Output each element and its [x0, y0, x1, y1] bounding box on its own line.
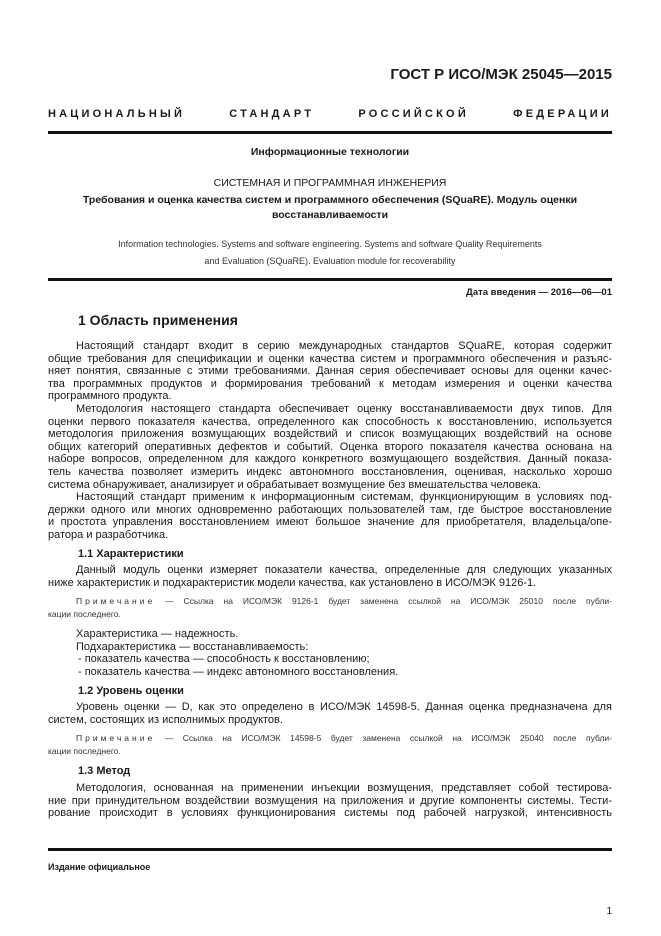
- list-item: Подхарактеристика — восстанавливаемость:: [76, 640, 309, 653]
- list-item: - показатель качества — способность к восстановлению;: [78, 653, 370, 666]
- list: [48, 628, 612, 678]
- note-line: кации последнего.: [48, 608, 121, 619]
- text-line: общих категорий оперативных дефектов и событий. Оценка второго показателя качества основана на: [48, 440, 612, 453]
- paragraph: [48, 782, 612, 820]
- subtitle: [48, 193, 612, 223]
- effective-date: Дата введения — 2016—06—01: [466, 287, 612, 298]
- text-line: методология приложения возмущающих воздействий и список возмущающих воздействий на основе: [48, 428, 612, 441]
- note-text: — Ссылка на ИСО/МЭК 9126-1 будет заменена ссылкой на ИСО/МЭК 25010 после публи-: [165, 596, 612, 607]
- subsection-heading: 1.3 Метод: [78, 765, 131, 778]
- note-text: — Ссылка на ИСО/МЭК 14598-5 будет заменена ссылкой на ИСО/МЭК 25040 после публи-: [164, 733, 612, 744]
- divider: [48, 278, 612, 281]
- note-line: [48, 595, 612, 608]
- text-line: общие требования для спецификации и оценки качества систем и программного обеспечения и разъяс-: [48, 352, 612, 365]
- main-title: СИСТЕМНАЯ И ПРОГРАММНАЯ ИНЖЕНЕРИЯ: [213, 177, 447, 189]
- paragraph: [48, 701, 612, 726]
- text-line: и простота управления восстановлением имеют большое значение для приобретателя, владельца/опе-: [48, 516, 612, 529]
- list-item: Характеристика — надежность.: [76, 628, 239, 641]
- text-line: систем, состоящих из исполнимых продуктов.: [48, 713, 283, 726]
- subtitle-line: восстанавливаемости: [271, 209, 389, 221]
- text-line: ратора и разработчика.: [48, 528, 169, 541]
- paragraph: [48, 403, 612, 491]
- subject-group: Информационные технологии: [250, 146, 410, 158]
- list-item: - показатель качества — индекс автономного восстановления.: [78, 666, 399, 679]
- text-line: ниже характеристик и подхарактеристик модели качества, как установлено в ИСО/МЭК 9126-1.: [48, 576, 537, 589]
- paragraph: [48, 564, 612, 589]
- divider: [48, 131, 612, 134]
- text-line: Данный модуль оценки измеряет показатели качества, определенные для следующих указанных: [76, 564, 612, 577]
- text-line: Методология настоящего стандарта обеспечивает оценку восстанавливаемости двух типов. Для: [76, 402, 612, 415]
- text-line: Методология, основанная на применении инъекции возмущения, представляет собой тестирова-: [76, 782, 612, 795]
- english-title-line: and Evaluation (SQuaRE). Evaluation module for recoverability: [204, 256, 456, 266]
- subsection-heading: 1.2 Уровень оценки: [78, 684, 184, 697]
- paragraph: [48, 340, 612, 403]
- text-line: наборе вопросов, определенном для каждого конкретного возмущающего воздействия. Данный показа-: [48, 453, 612, 466]
- paragraph: [48, 491, 612, 541]
- note: [48, 595, 612, 620]
- text-line: держки одного или многих одновременно работающих пользователей там, где быстрое восстановление: [48, 503, 612, 516]
- note-line: [48, 732, 612, 745]
- note-line: кации последнего.: [48, 745, 121, 756]
- english-title: [48, 236, 612, 270]
- note-label: Примечание: [76, 733, 156, 744]
- body-text: [48, 340, 612, 820]
- subsection-heading: 1.1 Характеристики: [78, 547, 184, 560]
- text-line: няет понятия, связанные с этими требованиями. Данная серия обеспечивает основы для оценки качес-: [48, 365, 612, 378]
- text-line: программного продукта.: [48, 390, 172, 403]
- text-line: ние при принудительном воздействии возмущения на приложения и другие компоненты системы. Тести-: [48, 794, 612, 807]
- text-line: система обнаруживает, анализирует и обрабатывает возмущение без вмешательства человека.: [48, 478, 541, 491]
- text-line: тель качества позволяет измерить индекс автономного восстановления, оценивая, насколько хорошо: [48, 465, 612, 478]
- standard-code: ГОСТ Р ИСО/МЭК 25045—2015: [390, 66, 612, 83]
- national-standard-banner: НАЦИОНАЛЬНЫЙ СТАНДАРТ РОССИЙСКОЙ ФЕДЕРАЦИИ: [48, 108, 612, 120]
- text-line: оценки первого показателя качества, определенного как способность к восстановлению, используется: [48, 415, 612, 428]
- text-line: Настоящий стандарт применим к информационным системам, функционирующим в условиях под-: [76, 491, 612, 504]
- note-label: Примечание: [76, 596, 156, 607]
- edition-label: Издание официальное: [48, 862, 151, 872]
- text-line: Уровень оценки — D, как это определено в ИСО/МЭК 14598-5. Данная оценка предназначена для: [76, 701, 612, 714]
- section-heading: 1 Область применения: [78, 312, 238, 328]
- english-title-line: Information technologies. Systems and software engineering. Systems and software Quality Requirements: [118, 239, 542, 249]
- text-line: рование происходит в условиях функционирования системы под рабочей нагрузкой, интенсивность: [48, 807, 612, 820]
- subtitle-line: Требования и оценка качества систем и программного обеспечения (SQuaRE). Модуль оценки: [82, 194, 578, 206]
- text-line: тва программных продуктов и формирования требований к методам измерения и оценки качества: [48, 377, 612, 390]
- page-number: 1: [606, 906, 612, 917]
- divider: [48, 848, 612, 851]
- note: [48, 732, 612, 757]
- text-line: Настоящий стандарт входит в серию международных стандартов SQuaRE, которая содержит: [76, 340, 612, 352]
